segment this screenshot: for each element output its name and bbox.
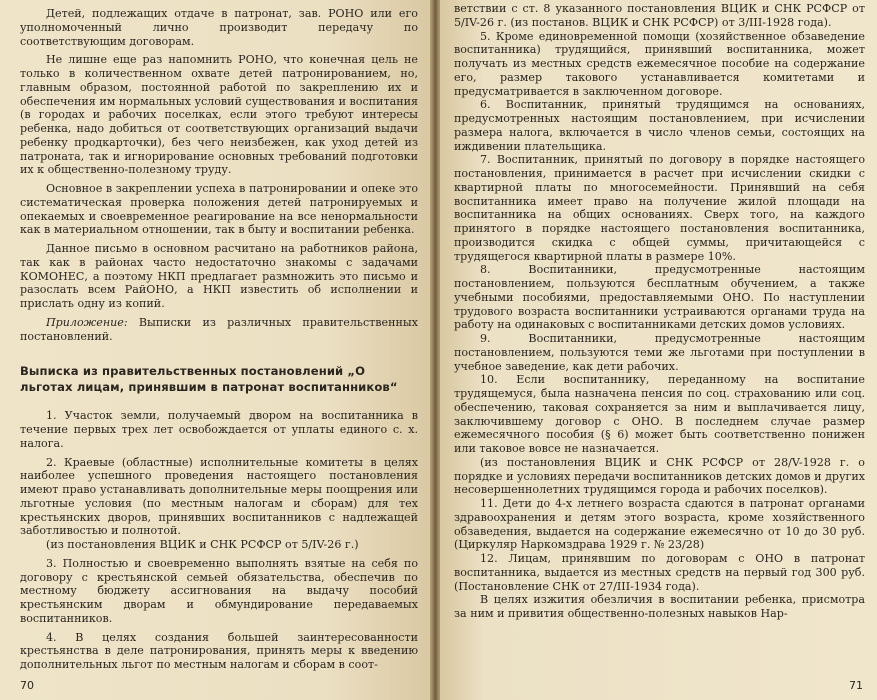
paragraph: Данное письмо в основном расчитано на работников района, так как в районах часто недостаточно знакомы с задачами КОМОНЕС, а поэтому НКП предлагает размножить это письмо и разослать всем РайОНО, а НКП известить об исполнении и прислать одну из копий.: [20, 242, 418, 310]
list-item: 1. Участок земли, получаемый двором на воспитанника в течение первых трех лет освобождается от уплаты единого с. х. налога.: [20, 409, 418, 450]
list-item: 8. Воспитанники, предусмотренные настоящим постановлением, пользуются бесплатным обучением, а также учебными пособиями, предоставляемыми ОНО. По наступлении трудового возраста воспитанники устраиваются органами труда на работу на одинаковых с воспитанниками детских домов условиях.: [454, 263, 865, 332]
page-number: 70: [20, 679, 34, 692]
list-item: 3. Полностью и своевременно выполнять взятые на себя по договору с крестьянской семьей обязательства, обеспечив по местному бюджету ассигнования на выдачу пособий крестьянским дворам и обмундирование передаваемых воспитанников.: [20, 556, 418, 625]
paragraph: В целях изжития обезличия в воспитании ребенка, присмотра за ним и привития общественно-полезных навыков Нар-: [454, 593, 865, 620]
paragraph: Основное в закреплении успеха в патронировании и опеке это систематическая проверка положения детей патронируемых и опекаемых и своевременное реагирование на все ненормальности как в материальном отношении, так в быту и воспитании ребенка.: [20, 182, 418, 237]
paragraph: ветствии с ст. 8 указанного постановления ВЦИК и СНК РСФСР от 5/IV-26 г. (из постанов. ВЦИК и СНК РСФСР) от 3/III-1928 года).: [454, 2, 865, 29]
appendix-label: Приложение:: [46, 315, 128, 329]
appendix-text: Выписки из различных правительственных постановлений.: [20, 315, 418, 343]
paragraph: Не лишне еще раз напомнить РОНО, что конечная цель не только в количественном охвате детей патронированием, но, главным образом, постоянной работой по закреплению их и обеспечения им нормальных условий существования и воспитания (в городах и рабочих поселках, если этого требуют интересы ребенка, надо добиться от соответствующих организаций выдачи ребенку продкарточки), без чего неизбежен, как уход детей из патроната, так и игнорирование основных требований подготовки их к общественно-полезному труду.: [20, 53, 418, 177]
list-item: 12. Лицам, принявшим по договорам с ОНО в патронат воспитанника, выдается из местных средств на первый год 300 руб. (Постановление СНК от 27/III-1934 года).: [454, 552, 865, 593]
paragraph: Детей, подлежащих отдаче в патронат, зав. РОНО или его уполномоченный лично производит передачу по соответствующим договорам.: [20, 7, 418, 48]
page-number: 71: [849, 679, 863, 692]
list-item: 5. Кроме единовременной помощи (хозяйственное обзаведение воспитанника) трудящийся, принявший воспитанника, может получать из местных средств ежемесячное пособие на содержание его, размер такового устанавливается комитетами и предусматривается в заключенном договоре.: [454, 29, 865, 98]
source-reference: (из постановления ВЦИК и СНК РСФСР от 5/IV-26 г.): [46, 538, 359, 551]
list-item: 6. Воспитанник, принятый трудящимся на основаниях, предусмотренных настоящим постановлением, при исчислении размера налога, включается в число членов семьи, состоящих на иждивении плательщика.: [454, 98, 865, 153]
list-item: 4. В целях создания большей заинтересованности крестьянства в деле патронирования, принять меры к введению дополнительных льгот по местным налогам и сборам в соот-: [20, 630, 418, 671]
list-item: 2. Краевые (областные) исполнительные комитеты в целях наиболее успешного проведения настоящего постановления имеют право устанавливать дополнительные меры поощрения или льготные условия (по местным налогам и сборам) для тех крестьянских дворов, принявших воспитанников с надлежащей заботливостью и полнотой.: [20, 455, 418, 538]
list-item: 10. Если воспитаннику, переданному на воспитание трудящемуся, была назначена пенсия по соц. страхованию или соц. обеспечению, таковая сохраняется за ним и выплачивается лицу, заключившему договор с ОНО. В последнем случае размер ежемесячного пособия (§ 6) может быть соответственно понижен или таковое вовсе не назначается.: [454, 373, 865, 455]
appendix-note: [20, 316, 418, 344]
list-item: 7. Воспитанник, принятый по договору в порядке настоящего постановления, принимается в расчет при исчислении скидки с квартирной платы по многосемейности. Принявший на себя воспитанника имеет право на получение жилой площади на воспитанника на общих основаниях. Сверх того, на каждого принятого в порядке настоящего постановления воспитанника, производится скидка с общей суммы, причитающейся с трудящегося квартирной платы в размере 10%.: [454, 153, 865, 263]
section-heading: Выписка из правительственных постановлений „О льготах лицам, принявшим в патронат воспитанников“: [20, 364, 398, 395]
source-reference: (из постановления ВЦИК и СНК РСФСР от 28/V-1928 г. о порядке и условиях передачи воспитанников детских домов и других несовершеннолетних трудящимся города и рабочих поселков).: [454, 455, 865, 497]
list-item: 9. Воспитанники, предусмотренные настоящим постановлением, пользуются теми же льготами при поступлении в учебное заведение, как дети рабочих.: [454, 332, 865, 373]
left-page: [0, 0, 432, 700]
right-page-text: [454, 2, 865, 621]
right-page: [440, 0, 877, 700]
left-page-text: [20, 7, 418, 672]
list-item: 11. Дети до 4-х летнего возраста сдаются в патронат органами здравоохранения и детям этого возраста, кроме хозяйственного обзаведения, выдается на содержание ежемесячно от 10 до 30 руб. (Циркуляр Наркомздрава 1929 г. № 23/28): [454, 497, 865, 552]
